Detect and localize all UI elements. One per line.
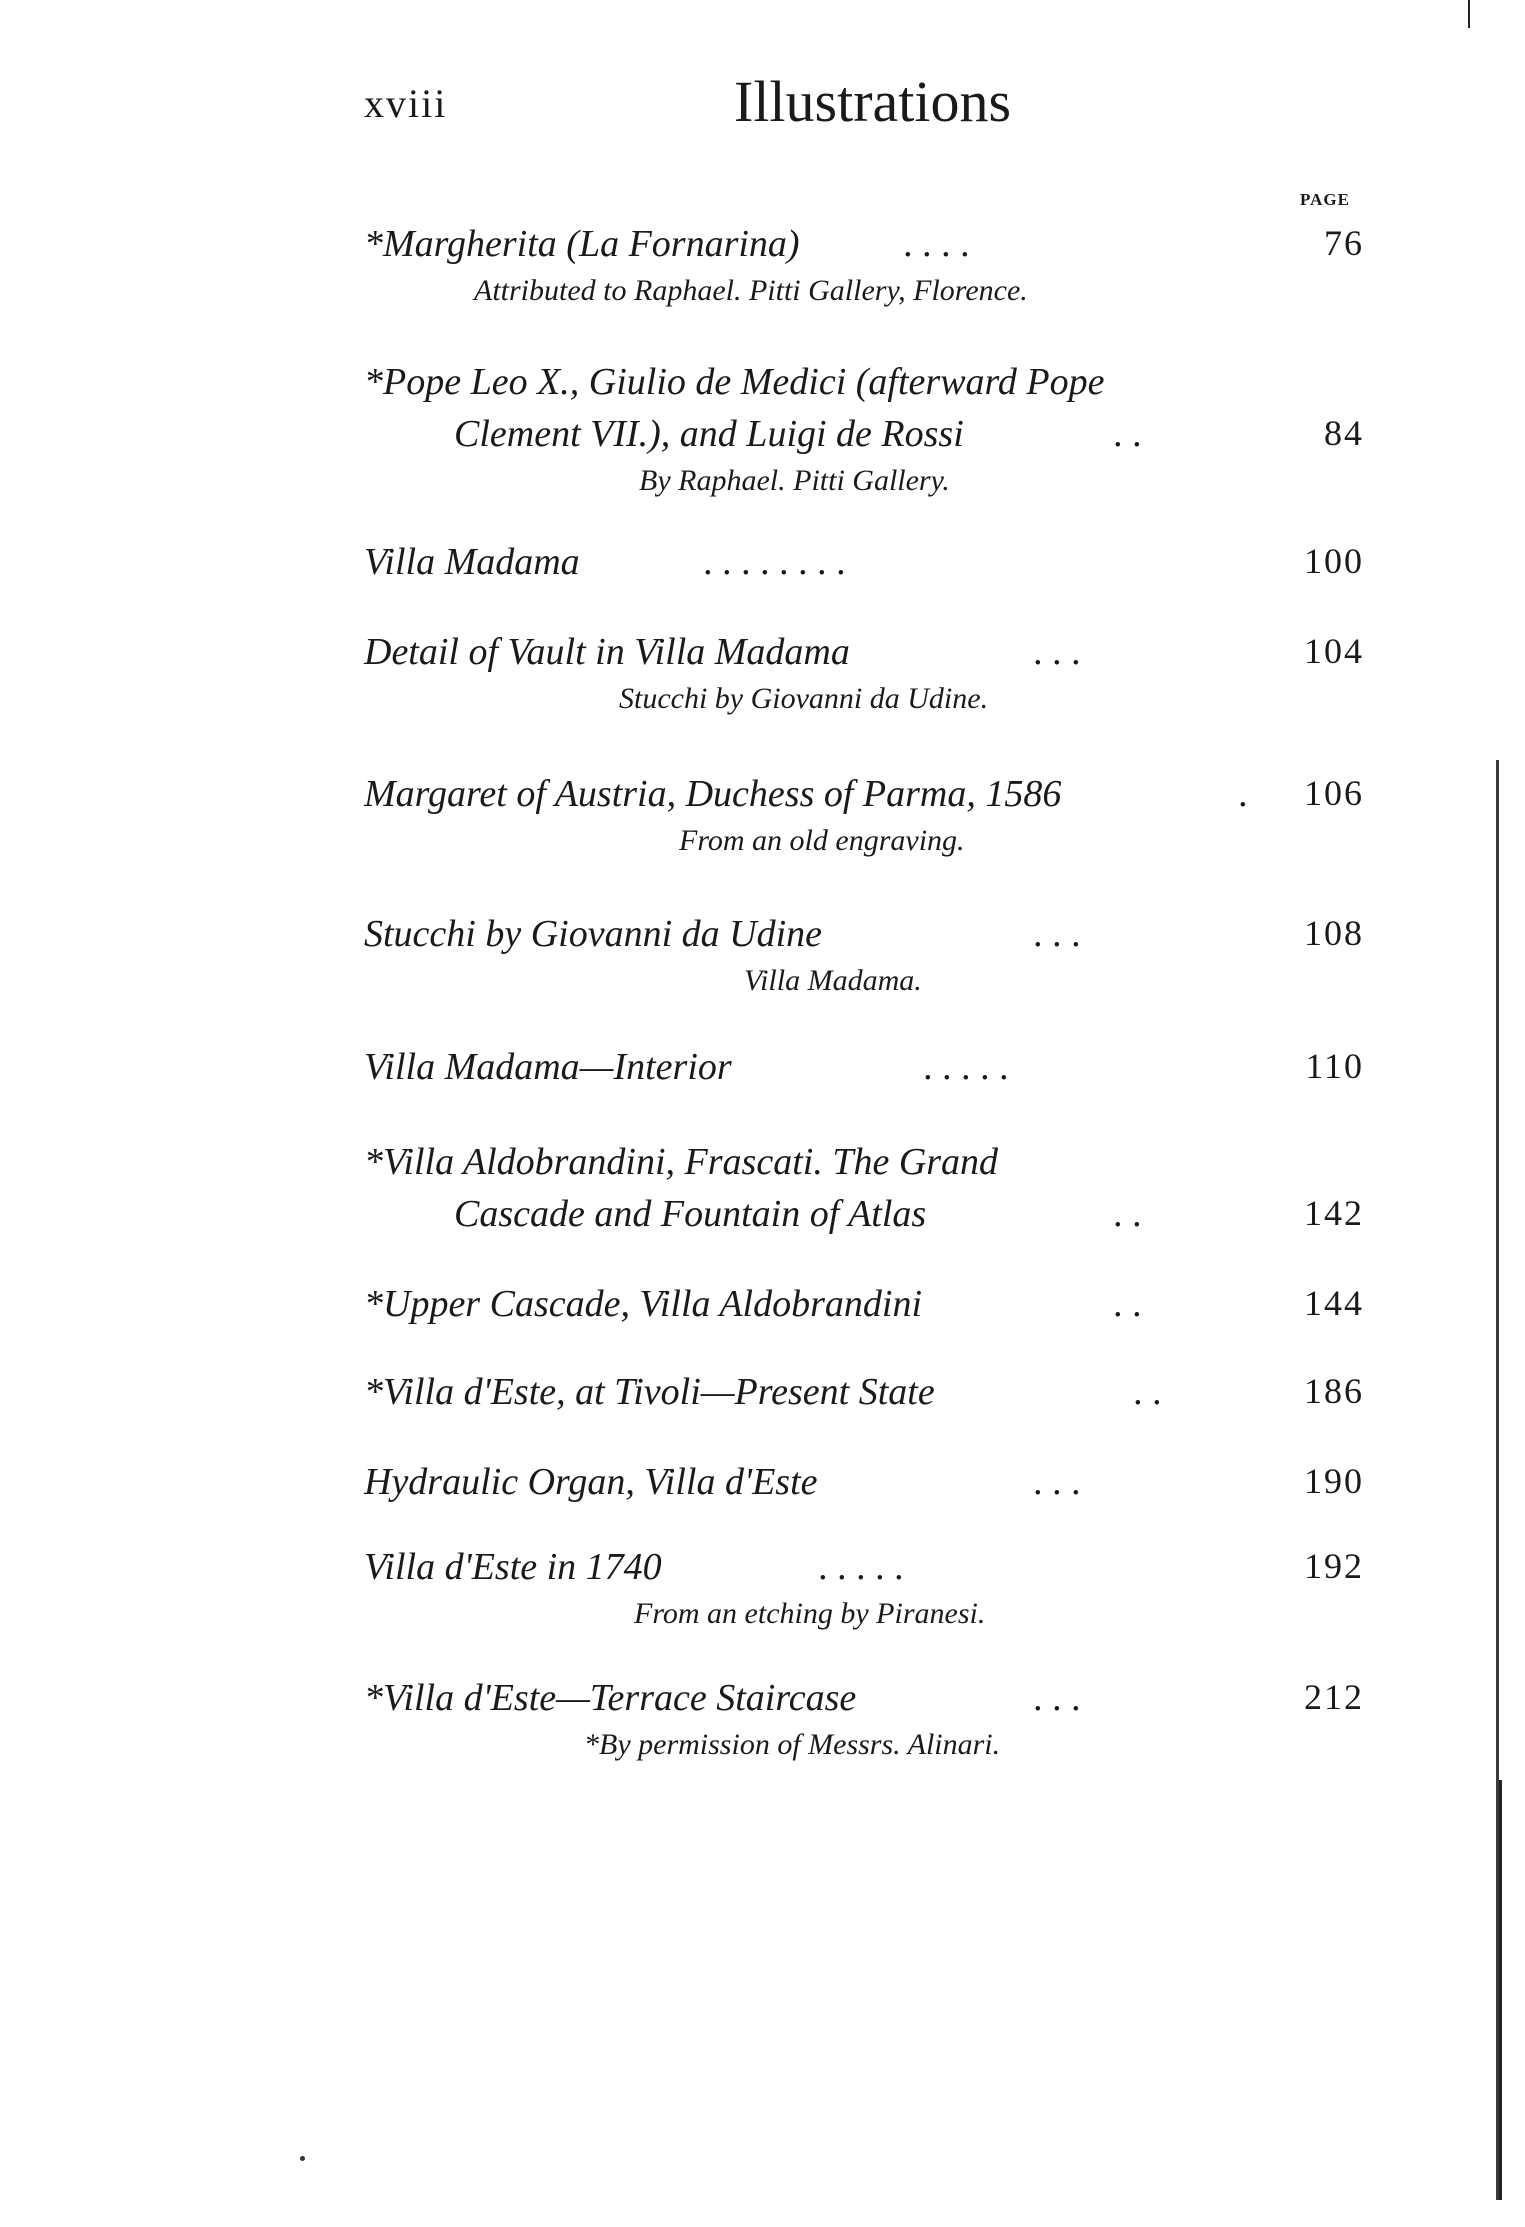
entry-line — [364, 540, 1364, 592]
entry-title: Stucchi by Giovanni da Udine — [364, 913, 823, 955]
illustration-entry — [364, 772, 1364, 868]
entry-credit — [364, 964, 1364, 1008]
entry-line — [364, 1545, 1364, 1597]
entry-title: Villa d'Este in 1740 — [364, 1546, 662, 1588]
entry-title: *Margherita (La Fornarina) — [364, 223, 800, 265]
entry-title: *Pope Leo X., Giulio de Medici (afterward Pope — [364, 361, 1105, 403]
entry-line — [364, 772, 1364, 824]
entry-page-number: 108 — [1304, 913, 1364, 953]
scan-speck — [300, 2156, 305, 2161]
illustration-entry — [364, 1140, 1364, 1244]
entry-title: Margaret of Austria, Duchess of Parma, 1586 — [364, 773, 1062, 815]
entry-line — [364, 1282, 1364, 1334]
entry-page-number: 106 — [1304, 773, 1364, 813]
entry-title: *Upper Cascade, Villa Aldobrandini — [364, 1283, 923, 1325]
credit-text: Attributed to Raphael. Pitti Gallery, Florence. — [474, 274, 1028, 307]
entry-line — [364, 1045, 1364, 1097]
illustration-entry — [364, 222, 1364, 318]
entry-credit — [364, 1597, 1364, 1641]
page-column-label: PAGE — [1300, 190, 1350, 209]
entry-line — [364, 912, 1364, 964]
entry-credit — [364, 274, 1364, 318]
illustration-entry — [364, 1370, 1364, 1422]
entry-title: *Villa d'Este, at Tivoli—Present State — [364, 1371, 935, 1413]
dot-leader: . . . — [1034, 913, 1082, 955]
entry-page-number: 144 — [1304, 1283, 1364, 1323]
entry-title: Villa Madama—Interior — [364, 1046, 732, 1088]
illustration-entry — [364, 630, 1364, 726]
page-title: Illustrations — [734, 69, 1012, 134]
entry-title: Villa Madama — [364, 541, 580, 583]
entry-title: *Villa d'Este—Terrace Staircase — [364, 1677, 857, 1719]
credit-text: By Raphael. Pitti Gallery. — [639, 464, 950, 497]
entry-line — [364, 1460, 1364, 1512]
illustration-entry — [364, 1282, 1364, 1334]
illustration-entry — [364, 1676, 1364, 1772]
dot-leader: . — [1239, 773, 1249, 815]
entry-line — [364, 1192, 1364, 1244]
entry-line — [364, 1370, 1364, 1422]
entry-credit — [364, 824, 1364, 868]
illustration-entry — [364, 1045, 1364, 1097]
entry-title-continued: Clement VII.), and Luigi de Rossi — [454, 413, 964, 455]
dot-leader: . . . . . . . . — [704, 541, 847, 583]
entry-page-number: 110 — [1305, 1046, 1364, 1086]
entry-title: Hydraulic Organ, Villa d'Este — [364, 1461, 818, 1503]
entry-line — [364, 360, 1364, 412]
dot-leader: . . . — [1034, 1677, 1082, 1719]
entry-page-number: 76 — [1324, 223, 1364, 263]
running-head — [364, 62, 1364, 142]
entry-line — [364, 412, 1364, 464]
entry-line — [364, 1676, 1364, 1728]
entry-page-number: 190 — [1304, 1461, 1364, 1501]
entry-credit — [364, 682, 1364, 726]
illustration-entry — [364, 1545, 1364, 1641]
credit-text: *By permission of Messrs. Alinari. — [584, 1728, 1001, 1761]
dot-leader: . . — [1114, 1283, 1143, 1325]
entry-title: Detail of Vault in Villa Madama — [364, 631, 850, 673]
dot-leader: . . . . — [904, 223, 971, 265]
credit-text: From an old engraving. — [679, 824, 965, 857]
credit-text: Stucchi by Giovanni da Udine. — [619, 682, 989, 715]
illustration-entry — [364, 1460, 1364, 1512]
dot-leader: . . . — [1034, 1461, 1082, 1503]
entry-page-number: 100 — [1304, 541, 1364, 581]
credit-text: From an etching by Piranesi. — [634, 1597, 986, 1630]
dot-leader: . . — [1114, 1193, 1143, 1235]
entry-line — [364, 630, 1364, 682]
dot-leader: . . . — [1034, 631, 1082, 673]
entry-title: *Villa Aldobrandini, Frascati. The Grand — [364, 1141, 999, 1183]
entry-page-number: 84 — [1324, 413, 1364, 453]
entry-page-number: 104 — [1304, 631, 1364, 671]
dot-leader: . . — [1114, 413, 1143, 455]
entry-credit — [364, 464, 1364, 508]
page-number: xviii — [364, 81, 448, 126]
entry-line — [364, 222, 1364, 274]
dot-leader: . . — [1134, 1371, 1163, 1413]
entry-page-number: 142 — [1304, 1193, 1364, 1233]
illustration-entry — [364, 912, 1364, 1008]
credit-text: Villa Madama. — [744, 964, 922, 997]
dot-leader: . . . . . — [924, 1046, 1010, 1088]
entry-page-number: 186 — [1304, 1371, 1364, 1411]
scan-edge-mark — [1468, 0, 1470, 28]
entry-credit — [364, 1728, 1364, 1772]
illustration-entry — [364, 540, 1364, 592]
entry-page-number: 212 — [1304, 1677, 1364, 1717]
dot-leader: . . . . . — [819, 1546, 905, 1588]
illustration-entry — [364, 360, 1364, 508]
entry-page-number: 192 — [1304, 1546, 1364, 1586]
entry-title-continued: Cascade and Fountain of Atlas — [454, 1193, 927, 1235]
scan-edge-mark — [1499, 1780, 1502, 2200]
entry-line — [364, 1140, 1364, 1192]
